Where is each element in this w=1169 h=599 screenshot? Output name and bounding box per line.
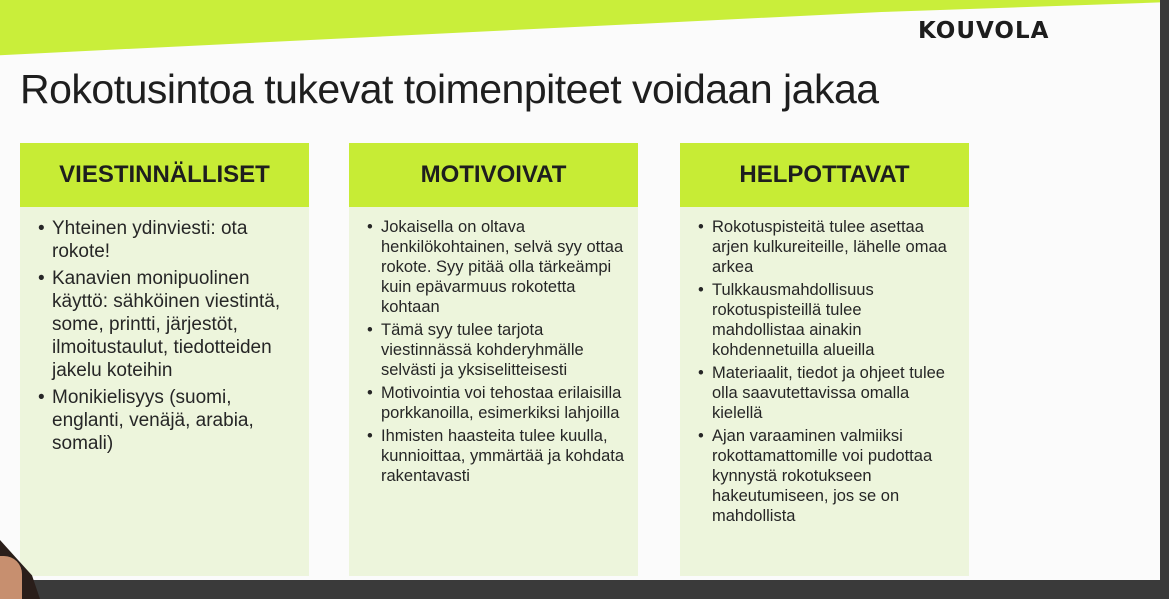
kouvola-logo: KOUVOLA (918, 18, 1050, 44)
column-heading: HELPOTTAVAT (680, 143, 969, 207)
list-item: • Monikielisyys (suomi, englanti, venäjä, arabia, somali) (38, 386, 297, 455)
column-motivoivat (349, 143, 638, 576)
list-item: • Ajan varaaminen valmiiksi rokottamattomille voi pudottaa kynnystä rokotukseen hakeutumiseen, jos se on mahdollista (698, 426, 957, 526)
list-item: • Ihmisten haasteita tulee kuulla, kunnioittaa, ymmärtää ja kohdata rakentavasti (367, 426, 626, 486)
list-item: • Rokotuspisteitä tulee asettaa arjen kulkureiteille, lähelle omaa arkea (698, 217, 957, 277)
column-helpottavat (680, 143, 969, 576)
list-item: • Yhteinen ydinviesti: ota rokote! (38, 217, 297, 263)
list-item: • Tämä syy tulee tarjota viestinnässä kohderyhmälle selvästi ja yksiselitteisesti (367, 320, 626, 380)
bullet-list (680, 207, 969, 526)
column-heading: VIESTINNÄLLISET (20, 143, 309, 207)
slide-title: Rokotusintoa tukevat toimenpiteet voidaan jakaa (20, 66, 879, 112)
column-viestinnalliset (20, 143, 309, 576)
list-item: • Tulkkausmahdollisuus rokotuspisteillä tulee mahdollistaa ainakin kohdennetuilla alueilla (698, 280, 957, 360)
column-heading: MOTIVOIVAT (349, 143, 638, 207)
list-item: • Jokaisella on oltava henkilökohtainen, selvä syy ottaa rokote. Syy pitää olla tärkeämpi kuin epävarmuus rokotetta kohtaan (367, 217, 626, 317)
list-item: • Motivointia voi tehostaa erilaisilla porkkanoilla, esimerkiksi lahjoilla (367, 383, 626, 423)
list-item: • Materiaalit, tiedot ja ohjeet tulee olla saavutettavissa omalla kielellä (698, 363, 957, 423)
list-item: • Kanavien monipuolinen käyttö: sähköinen viestintä, some, printti, järjestöt, ilmoitustaulut, tiedotteiden jakelu koteihin (38, 267, 297, 382)
bullet-list (20, 207, 309, 455)
bullet-list (349, 207, 638, 486)
